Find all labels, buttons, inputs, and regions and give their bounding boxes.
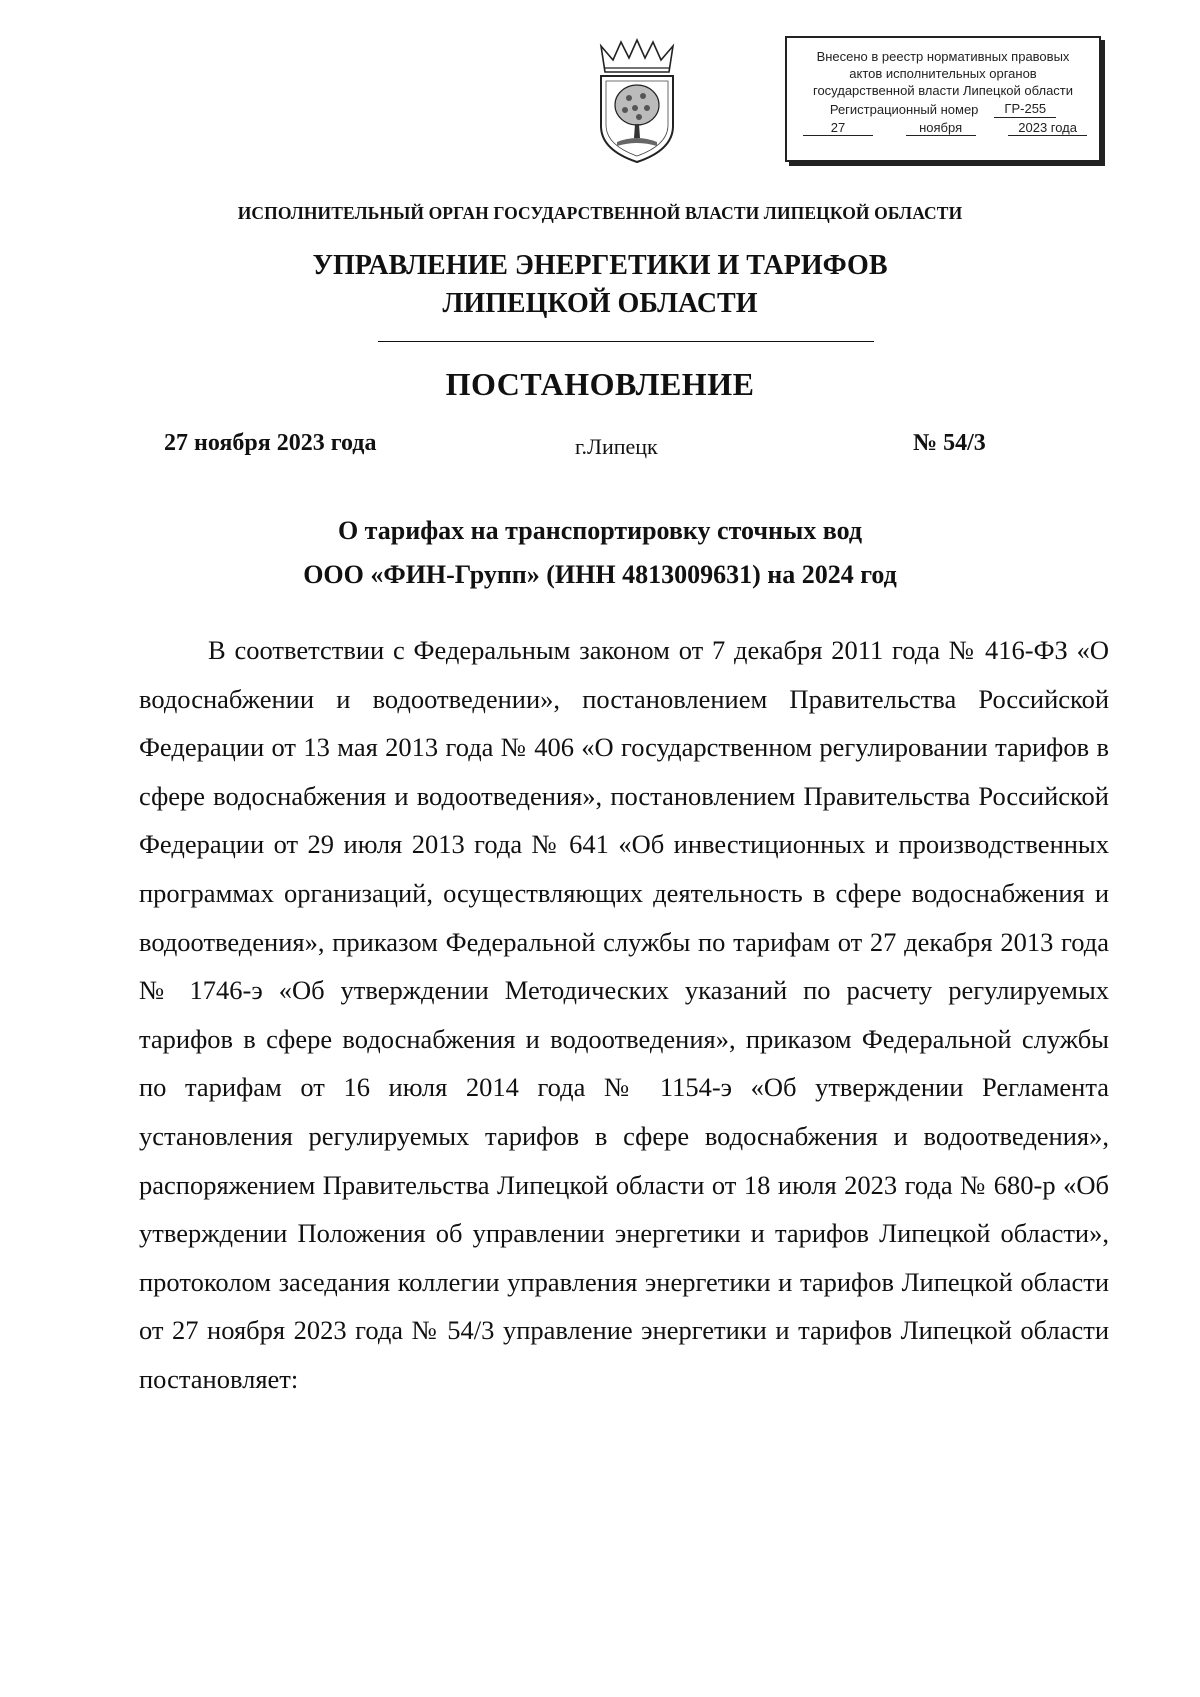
stamp-line-3: государственной власти Липецкой области (812, 83, 1074, 98)
document-subject-line-1: О тарифах на транспортировку сточных вод (337, 516, 863, 545)
stamp-registration-row (787, 101, 1099, 118)
registration-stamp (785, 36, 1101, 162)
coat-of-arms-icon (587, 38, 687, 168)
document-type-title: ПОСТАНОВЛЕНИЕ (445, 366, 755, 402)
stamp-day: 27 (803, 120, 873, 136)
department-heading (0, 247, 1200, 323)
stamp-reg-number: ГР-255 (994, 101, 1056, 118)
stamp-line-1: Внесено в реестр нормативных правовых (816, 49, 1070, 64)
stamp-reg-label: Регистрационный номер (829, 102, 979, 117)
document-number: № 54/3 (913, 430, 986, 456)
stamp-date-row (787, 120, 1099, 136)
document-subject-line-2: ООО «ФИН-Групп» (ИНН 4813009631) на 2024 год (303, 560, 897, 589)
stamp-month: ноября (906, 120, 976, 136)
stamp-line-2: актов исполнительных органов (849, 66, 1037, 81)
preamble-paragraph: В соответствии с Федеральным законом от 7 декабря 2011 года № 416-ФЗ «О водоснабжении и водоотведении», постановлением Правительства Российской Федерации от 13 мая 2013 года № 406 «О государственном регулировании тарифов в сфере водоснабжения и водоотведения», постановлением Правительства Российской Федерации от 29 июля 2013 года № 641 «Об инвестиционных и производственных программах организаций, осуществляющих деятельность в сфере водоснабжения и водоотведения», приказом Федеральной службы по тарифам от 27 декабря 2013 года № 1746-э «Об утверждении Методических указаний по расчету регулируемых тарифов в сфере водоснабжения и водоотведения», приказом Федеральной службы по тарифам от 16 июля 2014 года № 1154-э «Об утверждении Регламента установления регулируемых тарифов в сфере водоснабжения и водоотведения», распоряжением Правительства Липецкой области от 18 июля 2023 года № 680-р «Об утверждении Положения об управлении энергетики и тарифов Липецкой области», протоколом заседания коллегии управления энергетики и тарифов Липецкой области от 27 ноября 2023 года № 54/3 управление энергетики и тарифов Липецкой области постановляет: (139, 635, 1109, 1394)
department-heading-line-2: ЛИПЕЦКОЙ ОБЛАСТИ (442, 288, 758, 319)
stamp-year: 2023 года (1008, 120, 1087, 136)
document-date: 27 ноября 2023 года (164, 430, 377, 456)
document-subject (0, 509, 1200, 597)
header-divider (378, 341, 874, 342)
executive-body-heading: ИСПОЛНИТЕЛЬНЫЙ ОРГАН ГОСУДАРСТВЕННОЙ ВЛАСТИ ЛИПЕЦКОЙ ОБЛАСТИ (237, 203, 963, 223)
document-city: г.Липецк (575, 434, 658, 459)
department-heading-line-1: УПРАВЛЕНИЕ ЭНЕРГЕТИКИ И ТАРИФОВ (312, 250, 888, 281)
